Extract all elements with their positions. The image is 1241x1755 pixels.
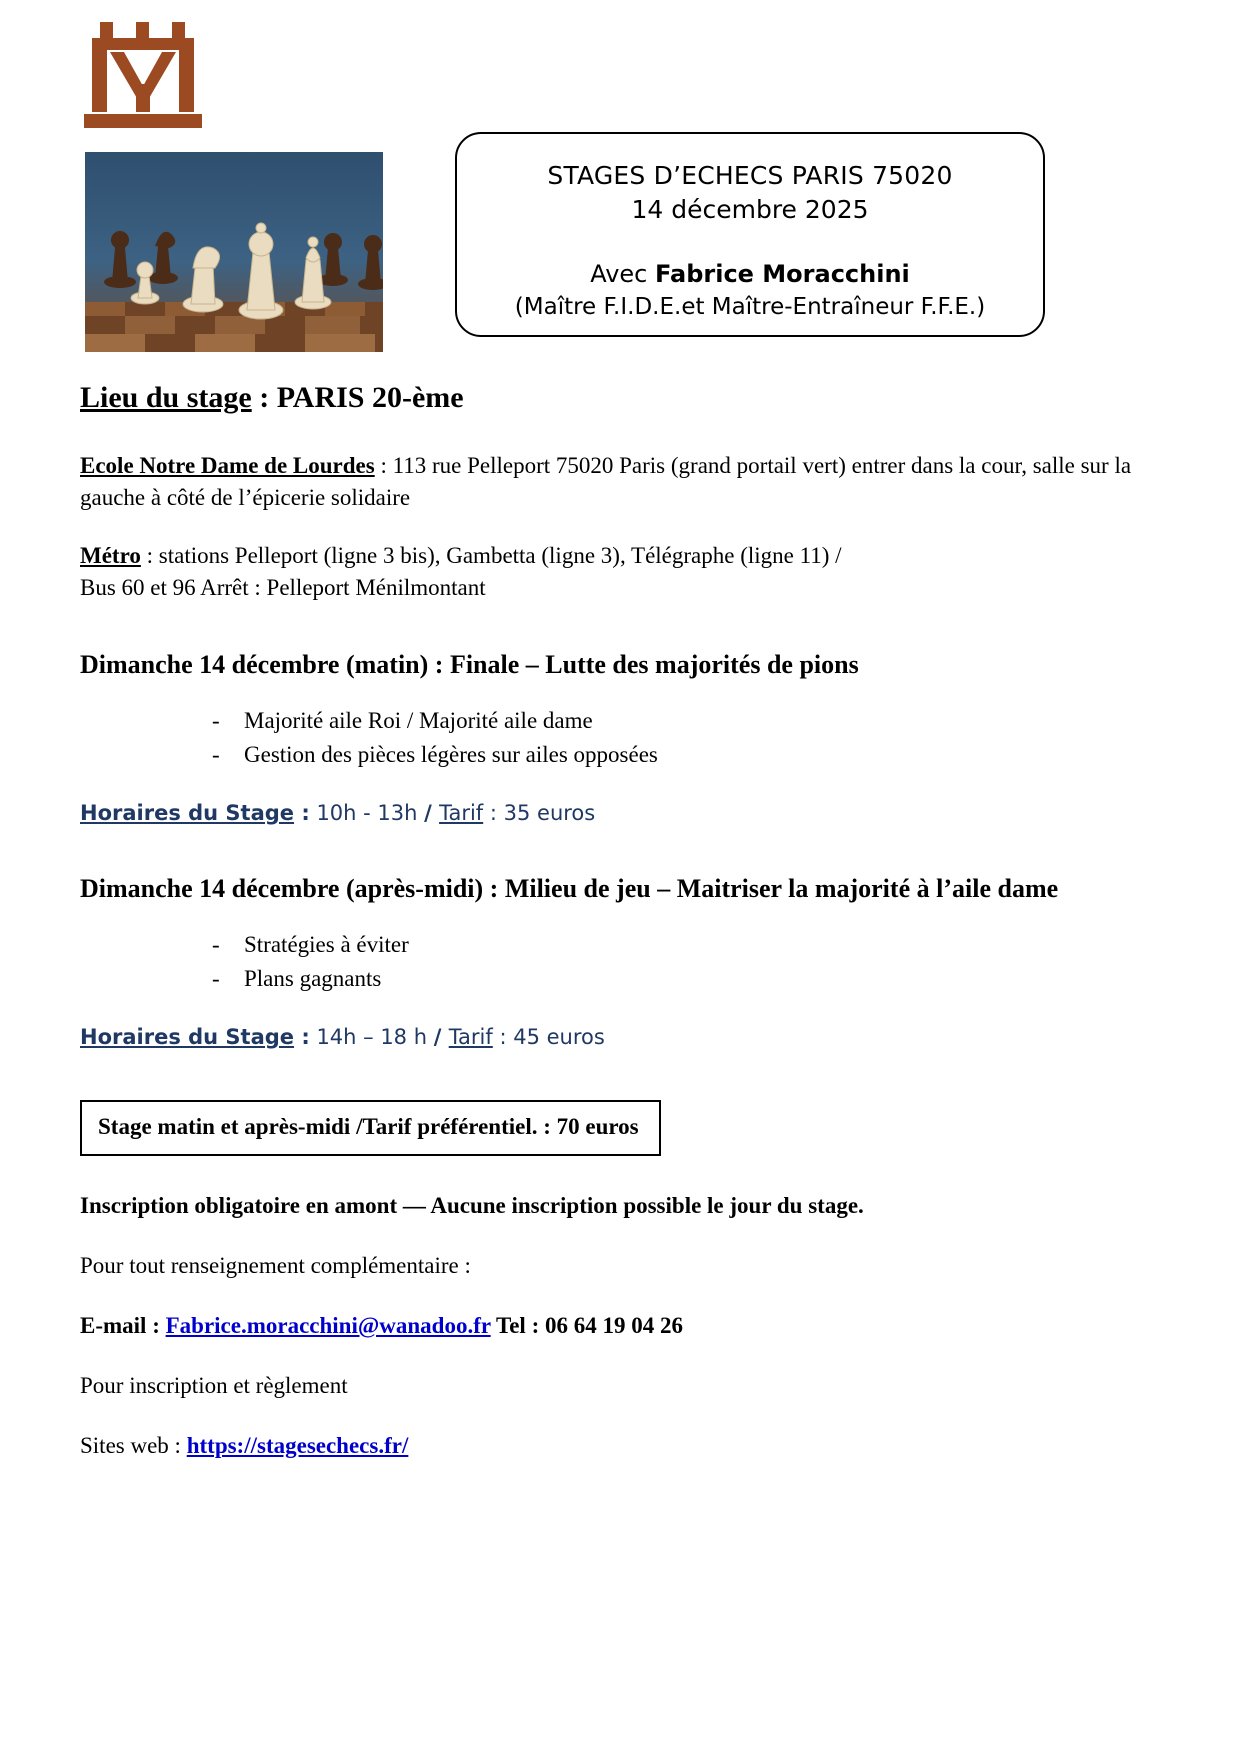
horaires-label: Horaires du Stage [80,801,295,825]
horaires-slash: / [433,1025,449,1049]
document-header [0,0,1241,360]
horaires-colon: : [294,1025,310,1049]
website-label: Sites web : [80,1433,187,1458]
email-link[interactable]: Fabrice.moracchini@wanadoo.fr [165,1313,491,1338]
title-presenter-line [457,257,1043,291]
session-morning-bullets [80,704,1161,772]
tarif-colon: : [492,1025,507,1049]
website-line [80,1430,1161,1462]
horaires-colon: : [294,801,310,825]
chess-pieces-photo [85,152,383,352]
website-link[interactable]: https://stagesechecs.fr/ [186,1433,409,1458]
inscription-line: Pour inscription et règlement [80,1373,348,1398]
session-morning-schedule [80,798,1161,828]
page-title [80,380,1161,416]
email-label: E-mail : [80,1313,166,1338]
session-title-afternoon: Dimanche 14 décembre (après-midi) : Milieu de jeu – Maitriser la majorité à l’aile dame [80,874,1059,903]
document-content [0,380,1241,1530]
combined-price-box: Stage matin et après-midi /Tarif préférentiel. : 70 euros [80,1100,661,1156]
title-credentials: (Maître F.I.D.E.et Maître-Entraîneur F.F.E.) [514,294,986,320]
phone-text: Tel : 06 64 19 04 26 [490,1313,683,1338]
title-presenter-name: Fabrice Moracchini [655,260,910,288]
horaires-value: 14h – 18 h [309,1025,434,1049]
metro-text: : stations Pelleport (ligne 3 bis), Gambetta (ligne 3), Télégraphe (ligne 11) / [140,543,842,568]
list-item: - Stratégies à éviter [212,928,1161,962]
lieu-separator: : [251,381,277,414]
list-item: - Majorité aile Roi / Majorité aile dame [212,704,1161,738]
registration-notice-text: Inscription obligatoire en amont — Aucune inscription possible le jour du stage [80,1193,859,1218]
horaires-slash: / [424,801,440,825]
horaires-value: 10h - 13h [309,801,425,825]
tarif-label: Tarif [439,801,484,825]
session-afternoon-bullets [80,928,1161,996]
horaires-label: Horaires du Stage [80,1025,295,1049]
address-paragraph [80,450,1161,514]
tarif-value: 45 euros [506,1025,605,1049]
email-line [80,1310,1161,1342]
title-box [455,132,1045,337]
list-item: - Gestion des pièces légères sur ailes opposées [212,738,1161,772]
registration-notice [80,1190,1161,1222]
registration-notice-period: . [858,1193,864,1218]
tarif-label: Tarif [448,1025,493,1049]
address-text: : 113 rue Pelleport 75020 Paris (grand portail vert) entrer dans la cour, salle sur la gauche à côté de l’épicerie solidaire [80,453,1132,510]
session-title-morning: Dimanche 14 décembre (matin) : Finale – Lutte des majorités de pions [80,650,859,679]
session-afternoon-schedule [80,1022,1161,1052]
info-line: Pour tout renseignement complémentaire : [80,1253,471,1278]
lieu-value: PARIS 20-ème [276,381,464,414]
school-name: Ecole Notre Dame de Lourdes [80,453,375,478]
metro-label: Métro [80,543,141,568]
tarif-value: 35 euros [496,801,596,825]
bus-text: Bus 60 et 96 Arrêt : Pelleport Ménilmontant [80,575,486,600]
title-avec-prefix: Avec [590,260,656,288]
metro-paragraph [80,540,1161,604]
title-line-2: 14 décembre 2025 [631,195,869,224]
logo-monogram-m-icon [82,22,204,132]
lieu-label: Lieu du stage [80,381,252,414]
tarif-colon: : [483,801,497,825]
list-item: - Plans gagnants [212,962,1161,996]
title-line-1: STAGES D’ECHECS PARIS 75020 [547,161,953,190]
